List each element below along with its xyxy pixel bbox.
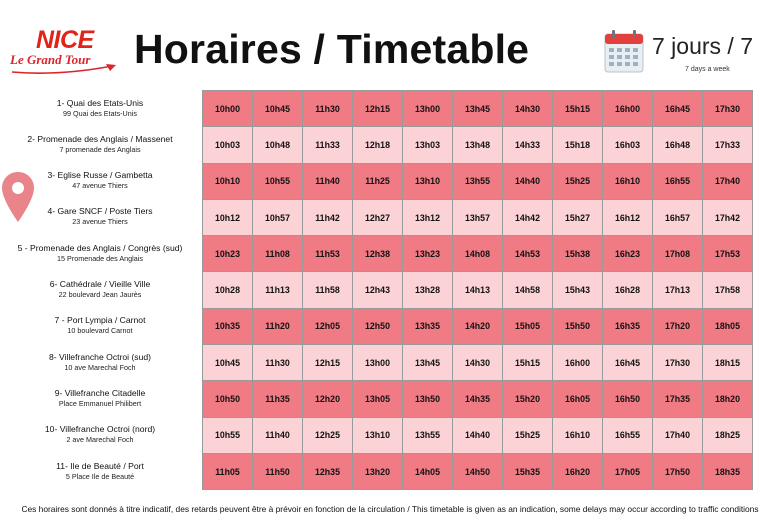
departure-time-cell: 10h10	[203, 163, 253, 199]
stop-label	[0, 235, 200, 271]
departure-time-cell: 11h35	[253, 381, 303, 417]
departure-time-cell: 17h30	[703, 91, 753, 127]
departure-time-cell: 15h27	[553, 199, 603, 235]
departure-time-cell: 16h48	[653, 127, 703, 163]
departure-time-cell: 17h33	[703, 127, 753, 163]
departure-time-cell: 15h15	[503, 345, 553, 381]
stop-name: 10- Villefranche Octroi (nord)	[44, 424, 156, 435]
logo-swoosh	[10, 62, 122, 76]
departure-time-cell: 17h40	[703, 163, 753, 199]
departure-time-cell: 16h45	[653, 91, 703, 127]
departure-time-cell: 15h38	[553, 236, 603, 272]
departure-time-cell: 12h35	[303, 453, 353, 489]
departure-time-cell: 16h23	[603, 236, 653, 272]
departure-time-cell: 11h30	[253, 345, 303, 381]
departure-time-cell: 16h55	[653, 163, 703, 199]
departure-time-cell: 16h20	[553, 453, 603, 489]
departure-time-cell: 18h25	[703, 417, 753, 453]
departure-time-cell: 16h00	[553, 345, 603, 381]
departure-time-cell: 13h10	[353, 417, 403, 453]
stop-address: 10 boulevard Carnot	[67, 326, 133, 336]
stop-address: Place Emmanuel Philibert	[58, 398, 142, 408]
departure-time-cell: 17h30	[653, 345, 703, 381]
departure-time-cell: 16h05	[553, 381, 603, 417]
departure-time-cell: 16h57	[653, 199, 703, 235]
departure-time-cell: 14h58	[503, 272, 553, 308]
departure-time-cell: 18h05	[703, 308, 753, 344]
departure-time-cell: 13h28	[403, 272, 453, 308]
departure-time-cell: 12h38	[353, 236, 403, 272]
departure-time-cell: 14h50	[453, 453, 503, 489]
departure-time-cell: 12h50	[353, 308, 403, 344]
departure-time-cell: 15h25	[503, 417, 553, 453]
departure-time-cell: 16h12	[603, 199, 653, 235]
departure-time-cell: 13h20	[353, 453, 403, 489]
departure-time-cell: 15h20	[503, 381, 553, 417]
stop-address: 2 ave Marechal Foch	[66, 435, 134, 445]
departure-time-cell: 13h55	[403, 417, 453, 453]
departure-time-cell: 13h10	[403, 163, 453, 199]
timetable-row	[203, 381, 753, 417]
timetable-row	[203, 272, 753, 308]
timetable-row	[203, 236, 753, 272]
departure-time-cell: 15h35	[503, 453, 553, 489]
stop-name: 8- Villefranche Octroi (sud)	[48, 351, 152, 362]
departure-time-cell: 17h58	[703, 272, 753, 308]
departure-time-cell: 15h18	[553, 127, 603, 163]
departure-time-cell: 14h35	[453, 381, 503, 417]
departure-time-cell: 14h30	[453, 345, 503, 381]
departure-time-cell: 13h57	[453, 199, 503, 235]
departure-time-cell: 16h03	[603, 127, 653, 163]
departure-time-cell: 11h25	[353, 163, 403, 199]
stop-address: 5 Place Ile de Beauté	[65, 471, 135, 481]
departure-time-cell: 14h20	[453, 308, 503, 344]
departure-time-cell: 11h20	[253, 308, 303, 344]
stop-label	[0, 126, 200, 162]
stop-name: 3- Eglise Russe / Gambetta	[47, 170, 153, 181]
departure-time-cell: 15h25	[553, 163, 603, 199]
departure-time-cell: 16h55	[603, 417, 653, 453]
departure-time-cell: 13h35	[403, 308, 453, 344]
departure-time-cell: 12h27	[353, 199, 403, 235]
departure-time-cell: 17h35	[653, 381, 703, 417]
departure-time-cell: 12h05	[303, 308, 353, 344]
timetable-row	[203, 199, 753, 235]
departure-time-cell: 17h40	[653, 417, 703, 453]
stop-address: 47 avenue Thiers	[72, 181, 128, 191]
logo-brand: NICE	[36, 26, 94, 54]
departure-time-cell: 10h03	[203, 127, 253, 163]
departure-time-cell: 11h40	[303, 163, 353, 199]
departure-time-cell: 13h23	[403, 236, 453, 272]
departure-time-cell: 10h48	[253, 127, 303, 163]
departure-time-cell: 10h28	[203, 272, 253, 308]
departure-time-cell: 14h53	[503, 236, 553, 272]
departure-time-cell: 16h50	[603, 381, 653, 417]
departure-time-cell: 14h13	[453, 272, 503, 308]
departure-time-cell: 15h50	[553, 308, 603, 344]
departure-time-cell: 10h12	[203, 199, 253, 235]
departure-time-cell: 10h45	[203, 345, 253, 381]
departure-time-cell: 17h05	[603, 453, 653, 489]
stop-name: 5 - Promenade des Anglais / Congrès (sud)	[17, 242, 183, 253]
logo-tagline: Le Grand Tour	[10, 52, 91, 67]
departure-time-cell: 10h55	[253, 163, 303, 199]
departure-time-cell: 10h45	[253, 91, 303, 127]
stop-address: 99 Quai des Etats-Unis	[63, 108, 137, 118]
departure-time-cell: 13h00	[353, 345, 403, 381]
departure-time-cell: 13h05	[353, 381, 403, 417]
stop-label	[0, 90, 200, 126]
departure-time-cell: 16h00	[603, 91, 653, 127]
departure-time-cell: 12h25	[303, 417, 353, 453]
departure-time-cell: 11h53	[303, 236, 353, 272]
stop-address: 15 Promenade des Anglais	[57, 253, 143, 263]
departure-time-cell: 16h10	[553, 417, 603, 453]
stop-label	[0, 453, 200, 489]
departure-time-cell: 10h57	[253, 199, 303, 235]
nice-le-grand-tour-logo	[10, 26, 122, 78]
departure-time-cell: 13h45	[453, 91, 503, 127]
departure-time-cell: 13h55	[453, 163, 503, 199]
departure-time-cell: 13h00	[403, 91, 453, 127]
departure-time-cell: 14h40	[503, 163, 553, 199]
departure-time-cell: 11h50	[253, 453, 303, 489]
stop-name: 9- Villefranche Citadelle	[54, 387, 146, 398]
departure-time-cell: 18h35	[703, 453, 753, 489]
stop-address: 10 ave Marechal Foch	[64, 362, 136, 372]
departure-time-cell: 14h08	[453, 236, 503, 272]
timetable-row	[203, 417, 753, 453]
stop-name: 6- Cathédrale / Vieille Ville	[49, 279, 151, 289]
departure-time-cell: 10h35	[203, 308, 253, 344]
departure-time-cell: 16h35	[603, 308, 653, 344]
departure-time-cell: 15h43	[553, 272, 603, 308]
departure-time-cell: 11h42	[303, 199, 353, 235]
departure-time-cell: 11h58	[303, 272, 353, 308]
days-sublabel: 7 days a week	[685, 66, 730, 73]
departure-time-cell: 10h50	[203, 381, 253, 417]
departure-time-cell: 10h23	[203, 236, 253, 272]
departure-time-cell: 14h30	[503, 91, 553, 127]
stop-name: 11- Ile de Beauté / Port	[56, 460, 144, 471]
departure-time-cell: 13h45	[403, 345, 453, 381]
stop-address: 7 promenade des Anglais	[59, 144, 141, 154]
stop-address: 23 avenue Thiers	[72, 217, 128, 227]
departure-time-cell: 10h00	[203, 91, 253, 127]
timetable-row	[203, 308, 753, 344]
departure-time-cell: 18h15	[703, 345, 753, 381]
calendar-icon	[604, 29, 644, 73]
timetable-row	[203, 163, 753, 199]
disclaimer-footer: Ces horaires sont donnés à titre indicatif, des retards peuvent être à prévoir en fonction de la circulation / This timetable is given as an indication, some delays may occur according to traffic conditions	[21, 504, 759, 514]
stop-label	[0, 163, 200, 199]
departure-time-cell: 18h20	[703, 381, 753, 417]
departure-time-cell: 11h40	[253, 417, 303, 453]
timetable-grid	[202, 90, 753, 490]
departure-time-cell: 17h20	[653, 308, 703, 344]
stop-name: 7 - Port Lympia / Carnot	[54, 315, 146, 326]
departure-time-cell: 11h33	[303, 127, 353, 163]
departure-time-cell: 11h08	[253, 236, 303, 272]
stop-label	[0, 272, 200, 308]
departure-time-cell: 10h55	[203, 417, 253, 453]
departure-time-cell: 11h30	[303, 91, 353, 127]
departure-time-cell: 17h42	[703, 199, 753, 235]
stop-label	[0, 344, 200, 380]
departure-time-cell: 12h43	[353, 272, 403, 308]
departure-time-cell: 17h53	[703, 236, 753, 272]
departure-time-cell: 14h42	[503, 199, 553, 235]
departure-time-cell: 14h33	[503, 127, 553, 163]
stop-name: 4- Gare SNCF / Poste Tiers	[47, 206, 153, 217]
departure-time-cell: 13h12	[403, 199, 453, 235]
timetable-row	[203, 127, 753, 163]
departure-time-cell: 11h05	[203, 453, 253, 489]
departure-time-cell: 14h05	[403, 453, 453, 489]
departure-time-cell: 16h28	[603, 272, 653, 308]
timetable-row	[203, 453, 753, 489]
departure-time-cell: 15h15	[553, 91, 603, 127]
departure-time-cell: 17h08	[653, 236, 703, 272]
stop-label	[0, 199, 200, 235]
departure-time-cell: 12h15	[303, 345, 353, 381]
stop-name: 2- Promenade des Anglais / Massenet	[27, 133, 173, 144]
days-label: 7 jours / 7	[652, 33, 753, 59]
timetable-row	[203, 345, 753, 381]
departure-time-cell: 17h50	[653, 453, 703, 489]
stop-label	[0, 417, 200, 453]
departure-time-cell: 11h13	[253, 272, 303, 308]
departure-time-cell: 15h05	[503, 308, 553, 344]
departure-time-cell: 14h40	[453, 417, 503, 453]
stop-label	[0, 380, 200, 416]
departure-time-cell: 12h18	[353, 127, 403, 163]
departure-time-cell: 13h50	[403, 381, 453, 417]
stop-address: 22 boulevard Jean Jaurès	[58, 290, 142, 299]
departure-time-cell: 13h03	[403, 127, 453, 163]
page-title: Horaires / Timetable	[134, 26, 530, 72]
departure-time-cell: 13h48	[453, 127, 503, 163]
departure-time-cell: 12h15	[353, 91, 403, 127]
departure-time-cell: 16h10	[603, 163, 653, 199]
stop-label	[0, 308, 200, 344]
timetable-row	[203, 91, 753, 127]
departure-time-cell: 17h13	[653, 272, 703, 308]
departure-time-cell: 16h45	[603, 345, 653, 381]
stop-name: 1- Quai des Etats-Unis	[56, 97, 144, 108]
departure-time-cell: 12h20	[303, 381, 353, 417]
